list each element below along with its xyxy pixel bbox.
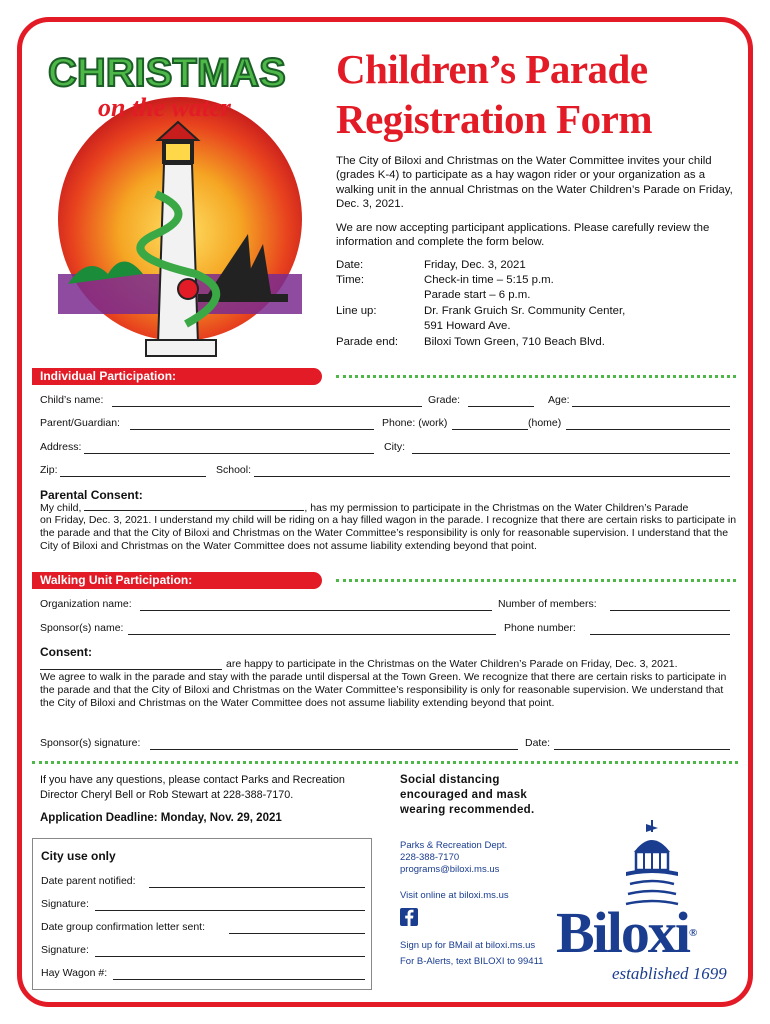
questions-text: If you have any questions, please contact Parks and Recreation Director Cheryl Bell or Rob Stewart at 228-388-7170.: [40, 774, 345, 801]
signature-2-label: Signature:: [41, 944, 89, 956]
schedule-end-value: Biloxi Town Green, 710 Beach Blvd.: [424, 336, 605, 348]
date-notified-label: Date parent notified:: [41, 875, 136, 887]
address-field[interactable]: [84, 453, 374, 454]
childs-name-label: Child’s name:: [40, 394, 104, 406]
address-label: Address:: [40, 441, 82, 453]
biloxi-brand-name: [556, 900, 698, 965]
phone-work-label: Phone: (work): [382, 417, 448, 429]
intro-paragraph-2: We are now accepting participant applications. Please carefully review the information and complete the form below.: [336, 222, 710, 249]
sponsors-field[interactable]: [128, 634, 496, 635]
signature-2-field[interactable]: [95, 956, 365, 957]
members-field[interactable]: [610, 610, 730, 611]
city-field[interactable]: [412, 453, 730, 454]
visit-online[interactable]: Visit online at biloxi.ms.us: [400, 890, 509, 901]
parks-email[interactable]: programs@biloxi.ms.us: [400, 864, 500, 875]
sponsors-label: Sponsor(s) name:: [40, 622, 124, 634]
sponsor-signature-field[interactable]: [150, 749, 518, 750]
facebook-icon[interactable]: [400, 908, 418, 926]
date-group-label: Date group confirmation letter sent:: [41, 921, 206, 933]
age-field[interactable]: [572, 406, 730, 407]
phone-home-field[interactable]: [566, 429, 730, 430]
date-notified-field[interactable]: [149, 887, 365, 888]
grade-label: Grade:: [428, 394, 461, 406]
date-group-field[interactable]: [229, 933, 365, 934]
individual-section-heading: Individual Participation:: [32, 368, 322, 385]
parent-label: Parent/Guardian:: [40, 417, 120, 429]
intro-paragraph-1: The City of Biloxi and Christmas on the Water Committee invites your child (grades K-4) to participate as a hay wagon rider or your organization as a walking unit in the annual Christmas on the Water Children’s Parade on Friday, Dec. 3, 2021.: [336, 155, 733, 210]
page-title: [336, 44, 652, 144]
established-text: established 1699: [612, 964, 727, 983]
schedule-lineup-1: Dr. Frank Gruich Sr. Community Center,: [424, 305, 626, 317]
sponsor-date-label: Date:: [525, 737, 551, 749]
walking-section-heading: Walking Unit Participation:: [32, 572, 322, 589]
zip-field[interactable]: [60, 476, 206, 477]
intro-text: [336, 154, 736, 250]
divider-dots: [32, 761, 738, 764]
signature-1-label: Signature:: [41, 898, 89, 910]
parental-consent-heading: Parental Consent:: [40, 488, 143, 502]
city-use-box: [32, 838, 372, 990]
schedule-start: Parade start – 6 p.m.: [424, 289, 531, 301]
christmas-logo: [38, 44, 318, 364]
signature-1-field[interactable]: [95, 910, 365, 911]
parental-consent-first-line: [40, 501, 740, 515]
schedule-lineup-label: Line up:: [336, 305, 377, 317]
organization-label: Organization name:: [40, 598, 132, 610]
sponsor-phone-field[interactable]: [590, 634, 730, 635]
biloxi-brand-word: Biloxi: [556, 900, 690, 965]
divider-dots: [336, 579, 736, 582]
members-label: Number of members:: [498, 598, 597, 610]
childs-name-field[interactable]: [112, 406, 422, 407]
bmail-signup[interactable]: Sign up for BMail at biloxi.ms.us: [400, 940, 536, 951]
lighthouse-illustration: [38, 44, 318, 364]
consent-my-child: My child,: [40, 502, 82, 514]
school-field[interactable]: [254, 476, 730, 477]
organization-field[interactable]: [140, 610, 492, 611]
logo-word-on-the-water: on the water: [98, 93, 231, 122]
age-label: Age:: [548, 394, 570, 406]
sponsor-date-field[interactable]: [554, 749, 730, 750]
lighthouse-logo-icon: [620, 818, 684, 908]
hay-wagon-label: Hay Wagon #:: [41, 967, 108, 979]
title-line-1: Children’s Parade: [336, 46, 648, 92]
hay-wagon-field[interactable]: [113, 979, 365, 980]
application-deadline: Application Deadline: Monday, Nov. 29, 2021: [40, 812, 282, 824]
sponsor-signature-label: Sponsor(s) signature:: [40, 737, 141, 749]
schedule-lineup-2: 591 Howard Ave.: [424, 320, 511, 332]
logo-word-christmas: CHRISTMAS: [48, 51, 286, 95]
walking-consent-text: We agree to walk in the parade and stay with the parade until dispersal at the Town Green. We recognize that there are certain risks to participate in the parade and that the City of Biloxi and Christmas on the Water Committee’s responsibility is only for reasonable supervision. We understand that the City of Biloxi and Christmas on the Water Committee does not assume liability extending beyond that point.: [40, 671, 727, 709]
consent-child-name-field[interactable]: [84, 501, 304, 511]
parent-field[interactable]: [130, 429, 374, 430]
schedule-checkin: Check-in time – 5:15 p.m.: [424, 274, 554, 286]
title-line-2: Registration Form: [336, 96, 652, 142]
consent-permission-text: , has my permission to participate in the Christmas on the Water Children’s Parade: [304, 502, 689, 514]
parks-phone: 228-388-7170: [400, 852, 460, 863]
parks-dept: Parks & Recreation Dept.: [400, 840, 508, 851]
social-distancing-note: Social distancing encouraged and mask wearing recommended.: [400, 774, 535, 816]
divider-dots: [336, 375, 736, 378]
phone-work-field[interactable]: [452, 429, 528, 430]
phone-home-label: (home): [528, 417, 562, 429]
walking-consent-heading: Consent:: [40, 645, 92, 659]
school-label: School:: [216, 464, 252, 476]
registered-mark: ®: [689, 927, 698, 939]
walking-consent-first-line: are happy to participate in the Christmas on the Water Children’s Parade on Friday, Dec. 3, 2021.: [226, 658, 678, 670]
balerts-text: For B-Alerts, text BILOXI to 99411: [400, 956, 544, 967]
schedule-time-label: Time:: [336, 274, 365, 286]
schedule-date-label: Date:: [336, 259, 364, 271]
city-use-heading: City use only: [41, 849, 116, 863]
sponsor-phone-label: Phone number:: [504, 622, 576, 634]
walking-consent-name-field[interactable]: [40, 669, 222, 670]
schedule: [336, 258, 736, 350]
zip-label: Zip:: [40, 464, 58, 476]
schedule-date-value: Friday, Dec. 3, 2021: [424, 259, 526, 271]
parental-consent-text: on Friday, Dec. 3, 2021. I understand my child will be riding on a hay filled wagon in the parade. I recognize that there are certain risks to participate in the parade and that the City of Biloxi and Christmas on the Water Committee’s responsibility is only for reasonable supervision. I understand that the City of Biloxi and Christmas on the Water Committee does not assume liability extending beyond that point.: [40, 514, 737, 552]
grade-field[interactable]: [468, 406, 534, 407]
schedule-end-label: Parade end:: [336, 336, 399, 348]
city-label: City:: [384, 441, 405, 453]
